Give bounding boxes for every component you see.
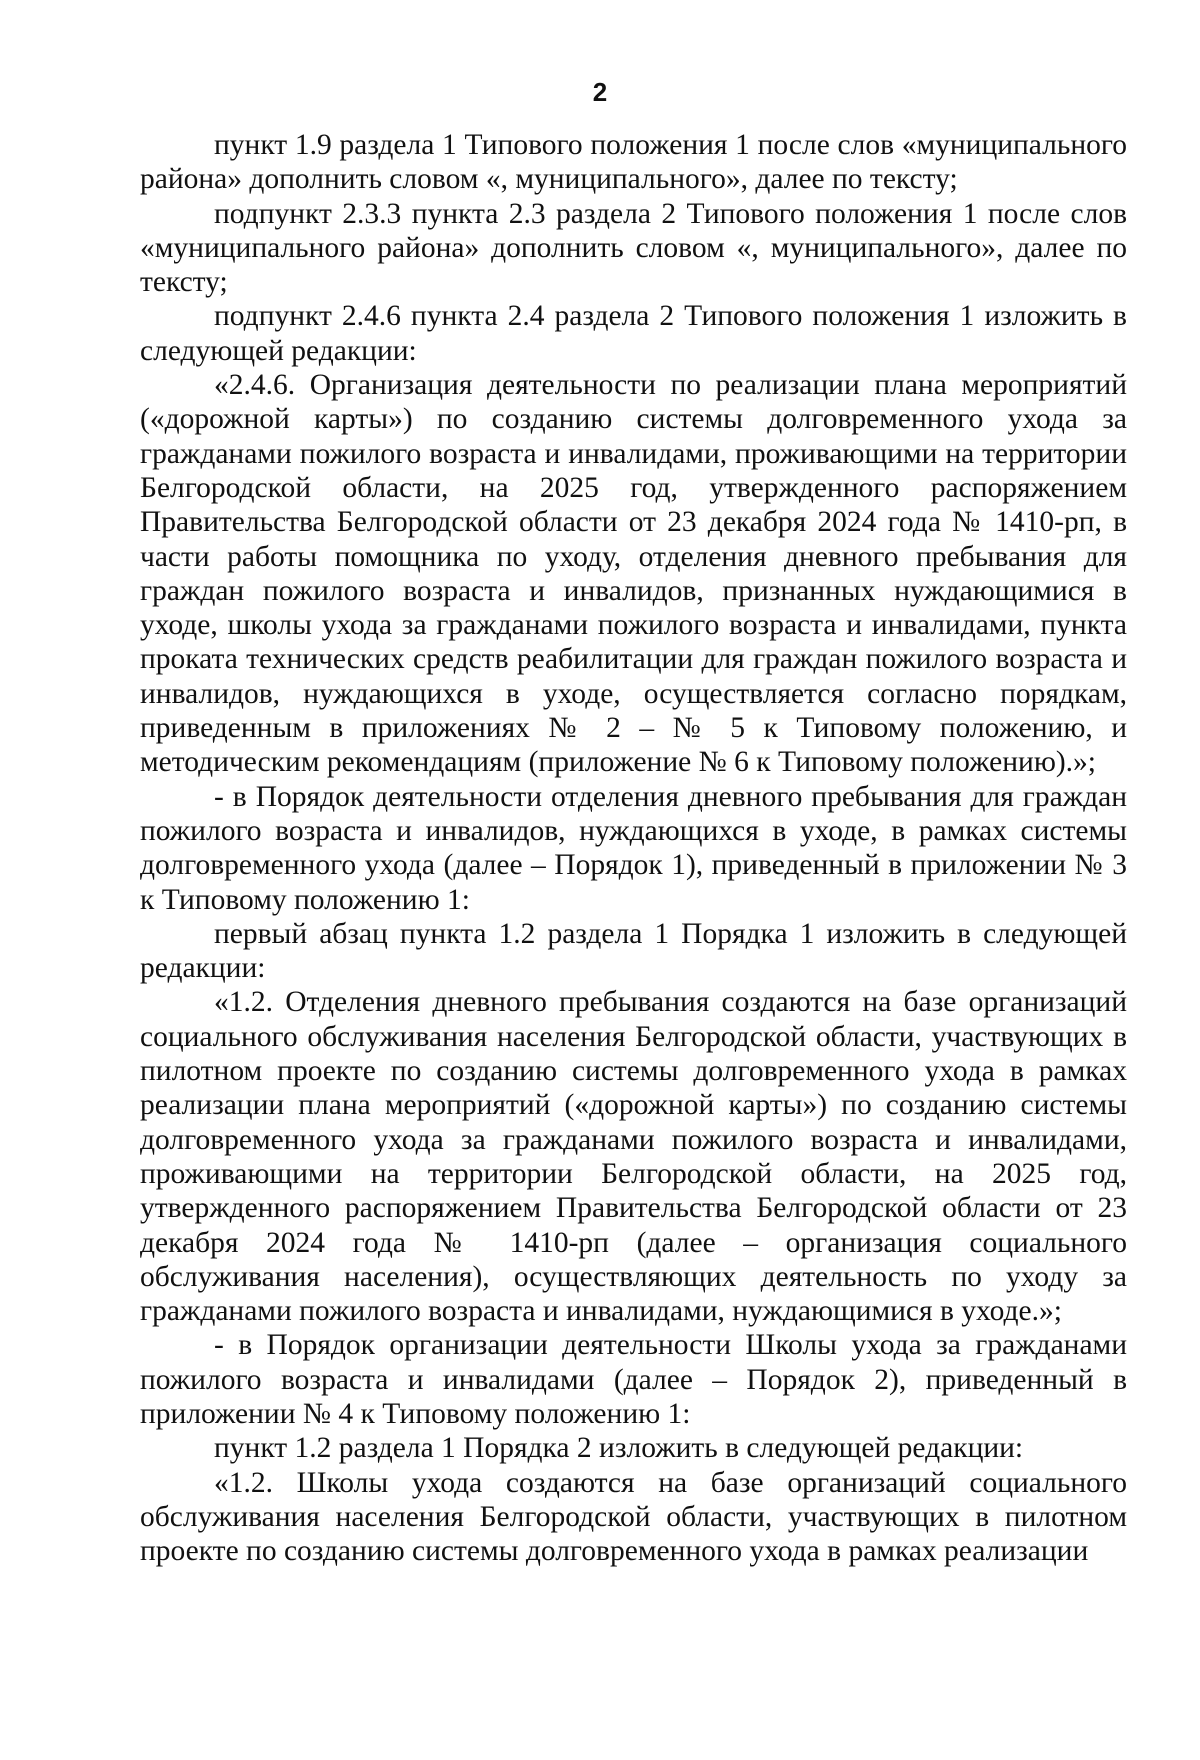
paragraph-order-2-intro: - в Порядок организации деятельности Школы ухода за гражданами пожилого возраста и инвалидами (далее – Порядок 2), приведенный в приложении № 4 к Типовому положению 1: [140, 1329, 1127, 1430]
paragraph-subpoint-2-3-3: подпункт 2.3.3 пункта 2.3 раздела 2 Типового положения 1 после слов «муниципального района» дополнить словом «, муниципального», далее по тексту; [140, 197, 1127, 299]
paragraph-point-1-9: пункт 1.9 раздела 1 Типового положения 1 после слов «муниципального района» дополнить словом «, муниципального», далее по тексту; [140, 129, 1127, 196]
document-body [140, 128, 1127, 1568]
paragraph-order-1-point-1-2: первый абзац пункта 1.2 раздела 1 Порядка 1 изложить в следующей редакции: [140, 917, 1127, 985]
paragraph-quote-2-4-6: «2.4.6. Организация деятельности по реализации плана мероприятий («дорожной карты») по созданию системы долговременного ухода за гражданами пожилого возраста и инвалидами, проживающими на территории Белгородской области, на 2025 год, утвержденного распоряжением Правительства Белгородской области от 23 декабря 2024 года № 1410-рп, в части работы помощника по уходу, отделения дневного пребывания для граждан пожилого возраста и инвалидов, признанных нуждающимися в уходе, школы ухода за гражданами пожилого возраста и инвалидами, пункта проката технических средств реабилитации для граждан пожилого возраста и инвалидов, нуждающихся в уходе, осуществляется согласно порядкам, приведенным в приложениях № 2 – № 5 к Типовому положению, и методическим рекомендациям (приложение № 6 к Типовому положению).»; [140, 369, 1127, 779]
paragraph-quote-1-2-care-school: «1.2. Школы ухода создаются на базе организаций социального обслуживания населения Белгородской области, участвующих в пилотном проекте по созданию системы долговременного ухода в рамках реализации [140, 1466, 1127, 1568]
page-number: 2 [592, 77, 608, 107]
paragraph-order-2-point-1-2: пункт 1.2 раздела 1 Порядка 2 изложить в следующей редакции: [214, 1432, 1024, 1465]
paragraph-order-1-intro: - в Порядок деятельности отделения дневного пребывания для граждан пожилого возраста и инвалидов, нуждающихся в уходе, в рамках системы долговременного ухода (далее – Порядок 1), приведенный в приложении № 3 к Типовому положению 1: [140, 780, 1127, 916]
paragraph-quote-1-2-day-stay: «1.2. Отделения дневного пребывания создаются на базе организаций социального обслуживания населения Белгородской области, участвующих в пилотном проекте по созданию системы долговременного ухода в рамках реализации плана мероприятий («дорожной карты») по созданию системы долговременного ухода за гражданами пожилого возраста и инвалидами, проживающими на территории Белгородской области, на 2025 год, утвержденного распоряжением Правительства Белгородской области от 23 декабря 2024 года № 1410-рп (далее – организация социального обслуживания населения), осуществляющих деятельность по уходу за гражданами пожилого возраста и инвалидами, нуждающимися в уходе.»; [140, 986, 1127, 1328]
paragraph-subpoint-2-4-6: подпункт 2.4.6 пункта 2.4 раздела 2 Типового положения 1 изложить в следующей редакции: [140, 300, 1127, 367]
